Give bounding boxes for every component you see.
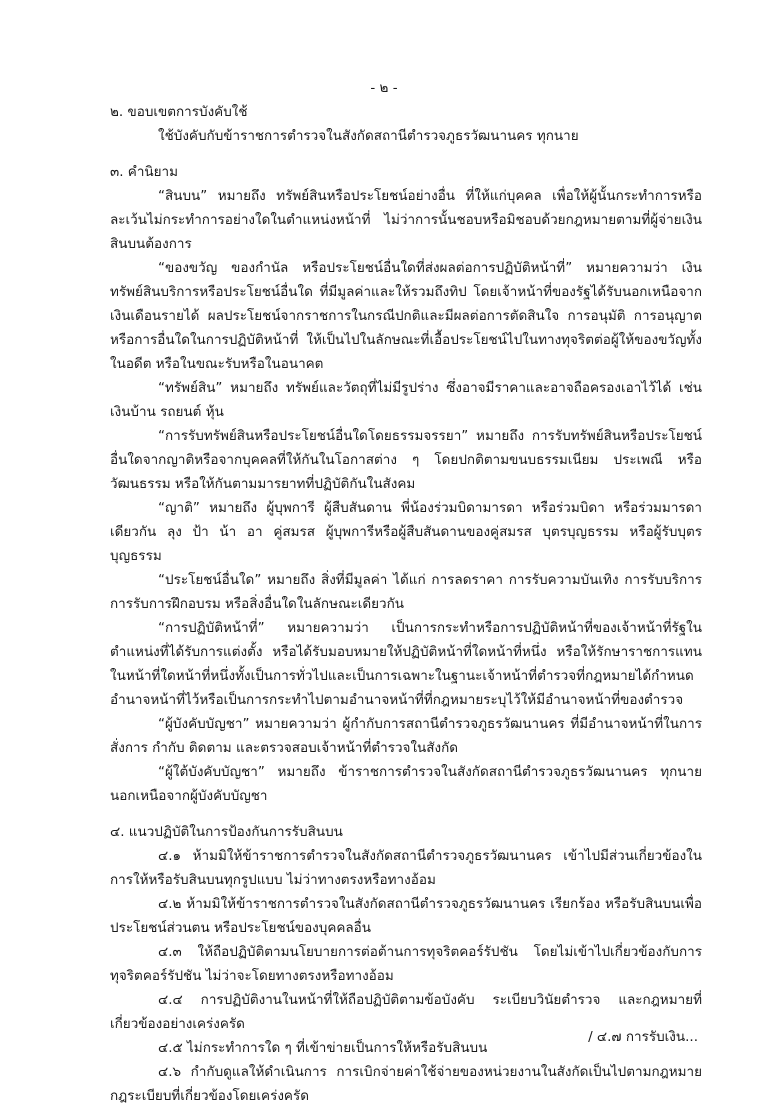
guideline-item: ๔.๓ ให้ถือปฏิบัติตามนโยบายการต่อต้านการทุจริตคอร์รัปชัน โดยไม่เข้าไปเกี่ยวข้องกับการทุจริตคอร์รัปชัน ไม่ว่าจะโดยทางตรงหรือทางอ้อม (110, 944, 702, 984)
definition-property: “ทรัพย์สิน” หมายถึง ทรัพย์และวัตถุที่ไม่มีรูปร่าง ซึ่งอาจมีราคาและอาจถือครองเอาไว้ได้ เช่น เงินบ้าน รถยนต์ หุ้น (110, 380, 702, 420)
section-4-heading: ๔. แนวปฏิบัติในการป้องกันการรับสินบน (110, 824, 343, 840)
section-2-heading: ๒. ขอบเขตการบังคับใช้ (110, 104, 248, 120)
definition-commander: “ผู้บังคับบัญชา” หมายความว่า ผู้กำกับการสถานีตำรวจภูธรวัฒนานคร ที่มีอำนาจหน้าที่ในการสั่งการ กำกับ ติดตาม และตรวจสอบเจ้าหน้าที่ตำรวจในสังกัด (110, 716, 702, 756)
definition-other-benefit: “ประโยชน์อื่นใด” หมายถึง สิ่งที่มีมูลค่า ได้แก่ การลดราคา การรับความบันเทิง การรับบริการ การรับการฝึกอบรม หรือสิ่งอื่นใดในลักษณะเดียวกัน (110, 572, 702, 612)
continuation-note: / ๔.๗ การรับเงิน... (588, 1029, 698, 1045)
definition-relative: “ญาติ” หมายถึง ผู้บุพการี ผู้สืบสันดาน พี่น้องร่วมบิดามารดา หรือร่วมบิดา หรือร่วมมารดาเดียวกัน ลุง ป้า น้า อา คู่สมรส ผู้บุพการีหรือผู้สืบสันดานของคู่สมรส บุตรบุญธรรม หรือผู้รับบุตรบุญธรรม (110, 500, 702, 564)
definition-subordinate: “ผู้ใต้บังคับบัญชา” หมายถึง ข้าราชการตำรวจในสังกัดสถานีตำรวจภูธรวัฒนานคร ทุกนายนอกเหนือจากผู้บังคับบัญชา (110, 764, 702, 804)
document-body (110, 100, 702, 1108)
guideline-item: ๔.๕ ไม่กระทำการใด ๆ ที่เข้าข่ายเป็นการให้หรือรับสินบน (158, 1040, 488, 1056)
definition-duty: “การปฏิบัติหน้าที่” หมายความว่า เป็นการกระทำหรือการปฏิบัติหน้าที่ของเจ้าหน้าที่รัฐในตำแหน่งที่ได้รับการแต่งตั้ง หรือได้รับมอบหมายให้ปฏิบัติหน้าที่ใดหน้าที่หนึ่ง หรือให้รักษาราชการแทน ในหน้าที่ใดหน้าที่หนึ่งทั้งเป็นการทั่วไปและเป็นการเฉพาะในฐานะเจ้าหน้าที่ตำรวจที่กฎหมายได้กำหนดอำนาจหน้าที่ไว้หรือเป็นการกระทำไปตามอำนาจหน้าที่ที่กฎหมายระบุไว้ให้มีอำนาจหน้าที่ของตำรวจ (110, 620, 702, 708)
definition-ethical-receipt: “การรับทรัพย์สินหรือประโยชน์อื่นใดโดยธรรมจรรยา” หมายถึง การรับทรัพย์สินหรือประโยชน์อื่นใดจากญาติหรือจากบุคคลที่ให้กันในโอกาสต่าง ๆ โดยปกติตามขนบธรรมเนียม ประเพณี หรือวัฒนธรรม หรือให้กันตามมารยาทที่ปฏิบัติกันในสังคม (110, 428, 702, 492)
guideline-item: ๔.๔ การปฏิบัติงานในหน้าที่ให้ถือปฏิบัติตามข้อบังคับ ระเบียบวินัยตำรวจ และกฎหมายที่เกี่ยวข้องอย่างเคร่งครัด (110, 992, 702, 1032)
guideline-item: ๔.๑ ห้ามมิให้ข้าราชการตำรวจในสังกัดสถานีตำรวจภูธรวัฒนานคร เข้าไปมีส่วนเกี่ยวข้องในการให้หรือรับสินบนทุกรูปแบบ ไม่ว่าทางตรงหรือทางอ้อม (110, 848, 702, 888)
definition-bribe: “สินบน” หมายถึง ทรัพย์สินหรือประโยชน์อย่างอื่น ที่ให้แก่บุคคล เพื่อให้ผู้นั้นกระทำการหรือละเว้นไม่กระทำการอย่างใดในตำแหน่งหน้าที่ ไม่ว่าการนั้นชอบหรือมิชอบด้วยกฎหมายตามที่ผู้จ่ายเงินสินบนต้องการ (110, 188, 702, 252)
guideline-item: ๔.๖ กำกับดูแลให้ดำเนินการ การเบิกจ่ายค่าใช้จ่ายของหน่วยงานในสังกัดเป็นไปตามกฎหมายกฎระเบียบที่เกี่ยวข้องโดยเคร่งครัด (110, 1064, 702, 1104)
guideline-item: ๔.๒ ห้ามมิให้ข้าราชการตำรวจในสังกัดสถานีตำรวจภูธรวัฒนานคร เรียกร้อง หรือรับสินบนเพื่อประโยชน์ส่วนตน หรือประโยชน์ของบุคคลอื่น (110, 896, 702, 936)
section-2-text: ใช้บังคับกับข้าราชการตำรวจในสังกัดสถานีตำรวจภูธรวัฒนานคร ทุกนาย (158, 128, 579, 144)
definition-gift: “ของขวัญ ของกำนัล หรือประโยชน์อื่นใดที่ส่งผลต่อการปฏิบัติหน้าที่” หมายความว่า เงินทรัพย์สินบริการหรือประโยชน์อื่นใด ที่มีมูลค่าและให้รวมถึงทิป โดยเจ้าหน้าที่ของรัฐได้รับนอกเหนือจากเงินเดือนรายได้ ผลประโยชน์จากราชการในกรณีปกติและมีผลต่อการตัดสินใจ การอนุมัติ การอนุญาต หรือการอื่นใดในการปฏิบัติหน้าที่ ให้เป็นไปในลักษณะที่เอื้อประโยชน์ไปในทางทุจริตต่อผู้ให้ของขวัญทั้งในอดีต หรือในขณะรับหรือในอนาคต (110, 260, 702, 372)
page-number: - ๒ - (370, 80, 398, 96)
section-3-heading: ๓. คำนิยาม (110, 164, 179, 180)
